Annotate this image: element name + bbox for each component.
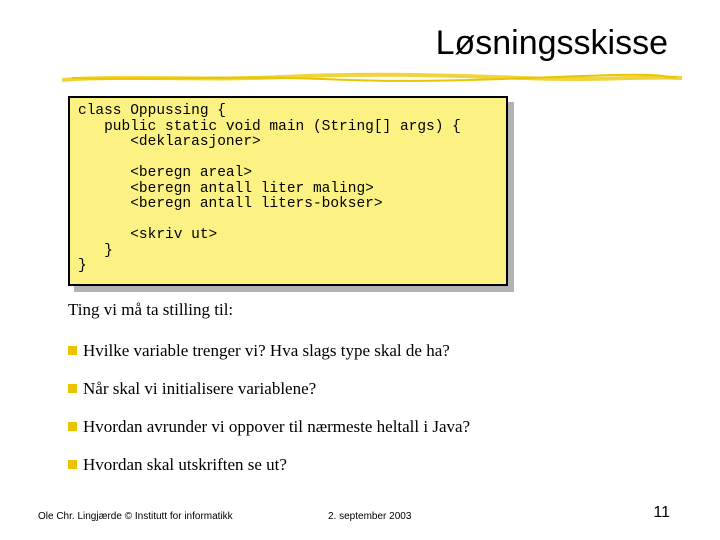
footer-author: Ole Chr. Lingjærde © Institutt for informatikk [38, 511, 233, 522]
bullet-text: Hvordan avrunder vi oppover til nærmeste heltall i Java? [83, 417, 471, 436]
list-item [68, 416, 470, 454]
footer-date: 2. september 2003 [328, 511, 412, 522]
bullet-text: Når skal vi initialisere variablene? [83, 379, 317, 398]
slide-title: Løsningsskisse [435, 24, 668, 62]
list-item [68, 454, 470, 492]
bullet-icon [68, 384, 77, 393]
page-number: 11 [653, 504, 670, 521]
bullet-text: Hvilke variable trenger vi? Hva slags type skal de ha? [83, 341, 450, 360]
list-item [68, 340, 470, 378]
bullet-icon [68, 422, 77, 431]
title-underline [62, 72, 682, 84]
list-item [68, 378, 470, 416]
code-box [68, 96, 508, 286]
code-block: class Oppussing { public static void main (String[] args) { <deklarasjoner> <beregn areal> <beregn antall liter maling> <beregn antall liters-bokser> <skriv ut> } } [78, 103, 461, 274]
bullet-text: Hvordan skal utskriften se ut? [83, 455, 287, 474]
bullet-icon [68, 346, 77, 355]
bullet-icon [68, 460, 77, 469]
intro-text: Ting vi må ta stilling til: [68, 300, 234, 319]
bullet-list [68, 340, 470, 492]
